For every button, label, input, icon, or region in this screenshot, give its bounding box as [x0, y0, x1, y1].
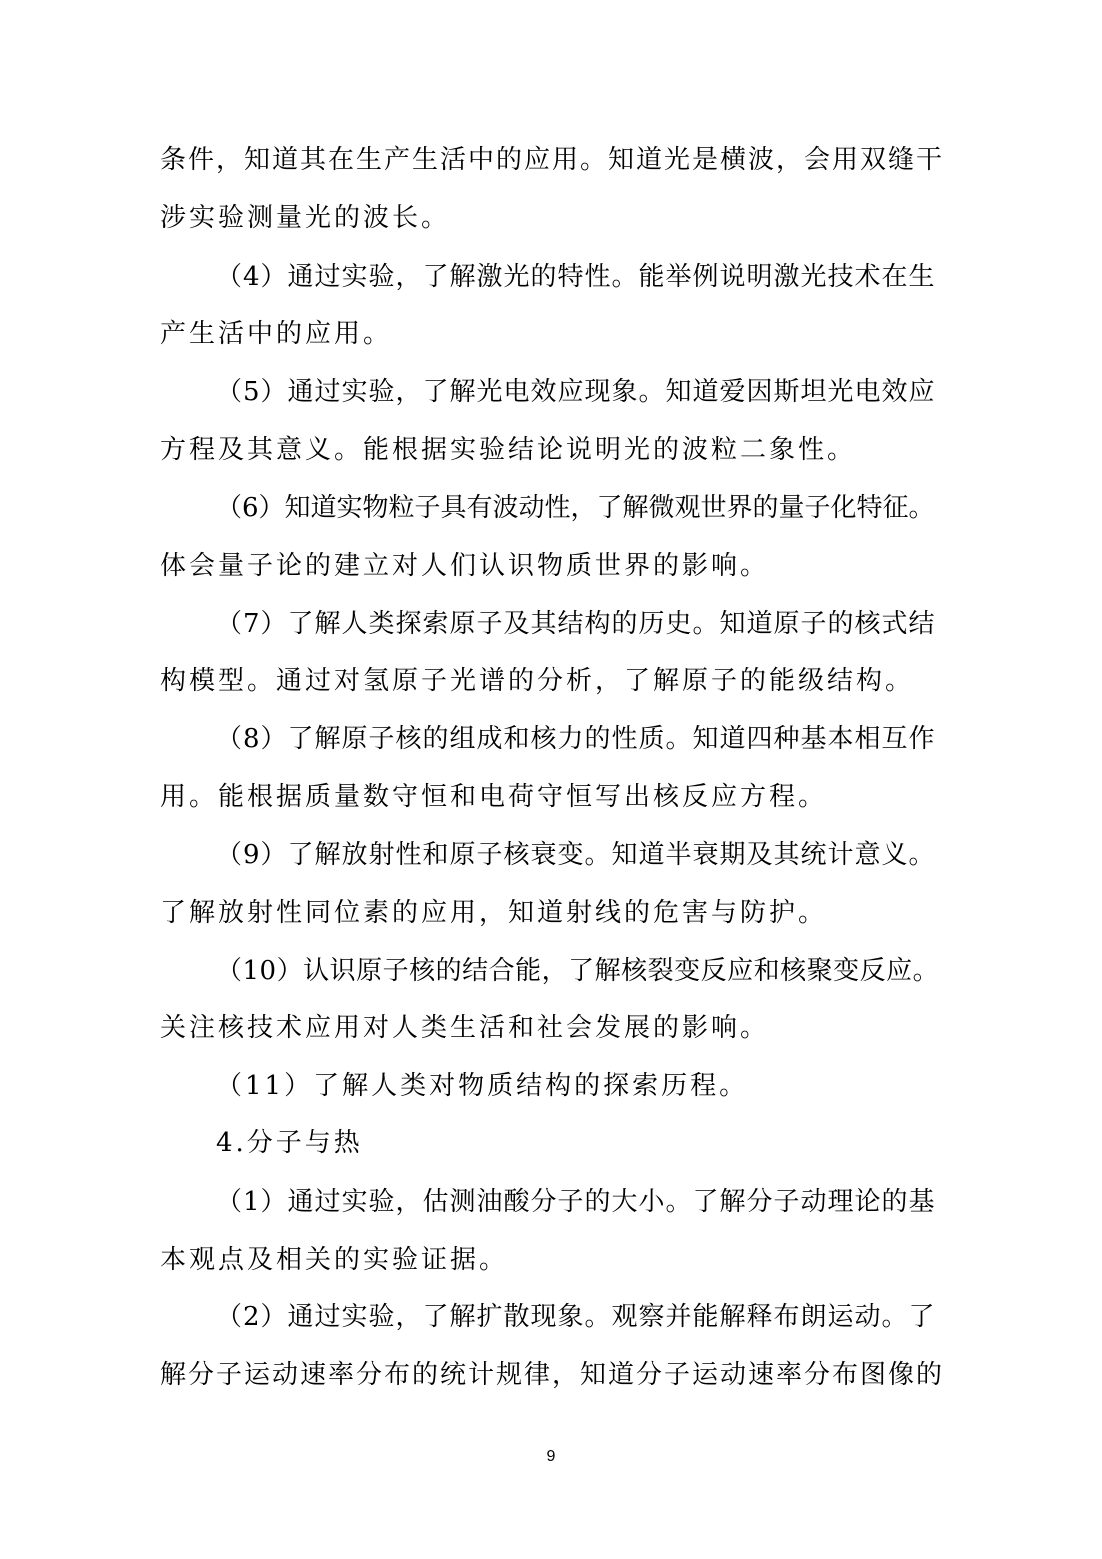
paragraph-start: （10）认识原子核的结合能，了解核裂变反应和核聚变反应。	[216, 956, 940, 986]
paragraph-start: （11）了解人类对物质结构的探索历程。	[216, 1071, 749, 1101]
paragraph-start: （2）通过实验，了解扩散现象。观察并能解释布朗运动。了	[216, 1302, 936, 1332]
text-line: 构模型。通过对氢原子光谱的分析，了解原子的能级结构。	[160, 666, 915, 696]
text-line: 本观点及相关的实验证据。	[160, 1245, 509, 1275]
paragraph-start: （9）了解放射性和原子核衰变。知道半衰期及其统计意义。	[216, 840, 936, 870]
text-line: 方程及其意义。能根据实验结论说明光的波粒二象性。	[160, 435, 857, 465]
text-line: 关注核技术应用对人类生活和社会发展的影响。	[160, 1013, 770, 1043]
text-line: 产生活中的应用。	[160, 319, 393, 349]
paragraph-start: （8）了解原子核的组成和核力的性质。知道四种基本相互作	[216, 724, 936, 754]
section-heading: 4.分子与热	[216, 1128, 363, 1158]
paragraph-start: （7）了解人类探索原子及其结构的历史。知道原子的核式结	[216, 609, 936, 639]
paragraph-start: （5）通过实验，了解光电效应现象。知道爱因斯坦光电效应	[216, 377, 936, 407]
paragraph-start: （4）通过实验，了解激光的特性。能举例说明激光技术在生	[216, 262, 936, 292]
text-line: 体会量子论的建立对人们认识物质世界的影响。	[160, 551, 770, 581]
text-line: 了解放射性同位素的应用，知道射线的危害与防护。	[160, 898, 828, 928]
text-line: 用。能根据质量数守恒和电荷守恒写出核反应方程。	[160, 782, 828, 812]
text-line: 条件，知道其在生产生活中的应用。知道光是横波，会用双缝干	[160, 145, 945, 175]
paragraph-start: （1）通过实验，估测油酸分子的大小。了解分子动理论的基	[216, 1187, 936, 1217]
text-line: 涉实验测量光的波长。	[160, 203, 451, 233]
paragraph-start: （6）知道实物粒子具有波动性，了解微观世界的量子化特征。	[216, 493, 935, 523]
page-number: 9	[546, 1448, 556, 1465]
text-line: 解分子运动速率分布的统计规律，知道分子运动速率分布图像的	[160, 1360, 945, 1390]
